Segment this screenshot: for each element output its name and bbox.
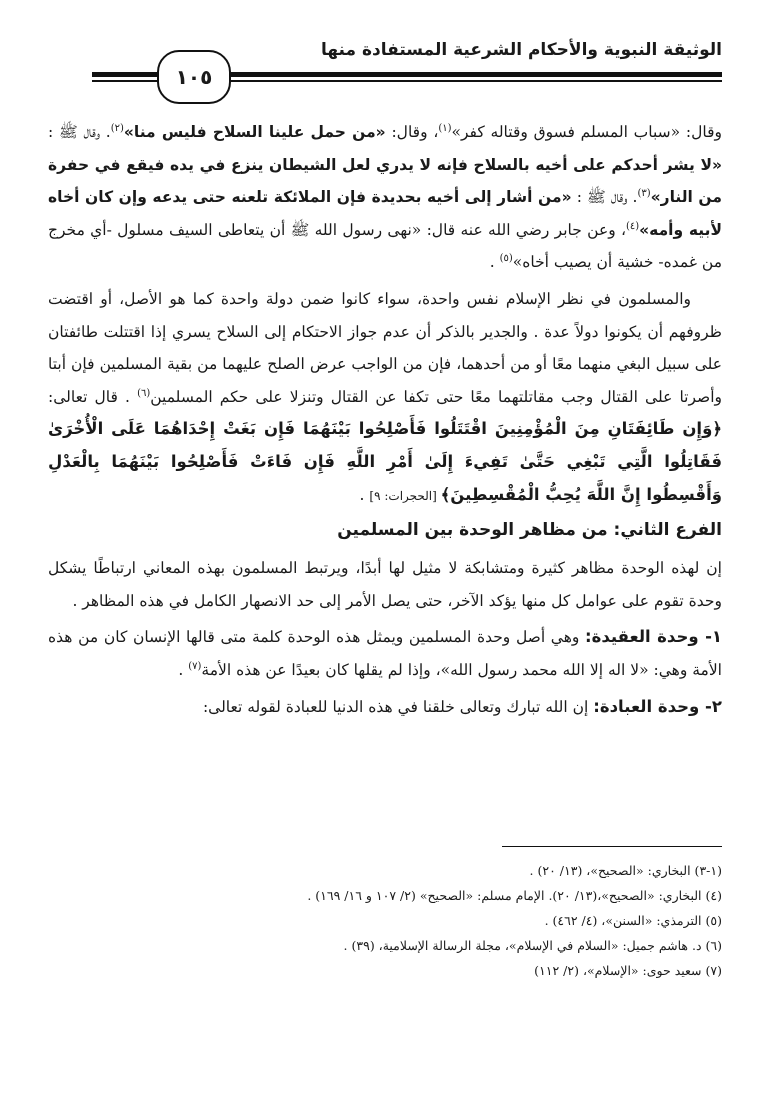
footnote-ref: (٥) bbox=[499, 253, 513, 265]
section-heading: الفرع الثاني: من مظاهر الوحدة بين المسلمين bbox=[337, 520, 722, 541]
footnote-rule bbox=[502, 846, 722, 847]
footnote-ref: (٣) bbox=[637, 188, 651, 200]
page-number: ١٠٥ bbox=[157, 50, 231, 104]
footnote: (٥) الترمذي: «السنن»، (٤/ ٤٦٢) . bbox=[544, 913, 722, 928]
paragraph-unity: والمسلمون في نظر الإسلام نفس واحدة، سواء كانوا ضمن دولة واحدة كما هو الأصل، أو اقتضت ظروفهم أن يكونوا دولاً عدة . والجدير بالذكر أن عدم جواز الاحتكام إلى السلاح يسري إذا اقتتلت طائفتان على سبيل البغي منهما معًا أو من أحدهما، فإن من الواجب عرض الصلح عليهما من بقية المسلمين فإن أبتا وأصرتا على القتال وجب مقاتلتهما معًا حتى تكفا عن القتال وتنزلا على حكم المسلمين$^{(٦)}$ . قال تعالى: ﴿وَإِن طَائِفَتَانِ مِنَ الْمُؤْمِنِينَ اقْتَتَلُوا فَأَصْلِحُوا بَيْنَهُمَا فَإِن بَغَتْ إِحْدَاهُمَا عَلَى الْأُخْرَىٰ فَقَاتِلُوا الَّتِي تَبْغِي حَتَّىٰ تَفِيءَ إِلَىٰ أَمْرِ اللَّهِ فَإِن فَاءَتْ فَأَصْلِحُوا بَيْنَهُمَا بِالْعَدْلِ وَأَقْسِطُوا إِنَّ اللَّهَ يُحِبُّ الْمُقْسِطِينَ﴾ [الحجرات: ٩] . bbox=[48, 289, 722, 504]
hadith-text: «لا يشر أحدكم على أخيه بالسلاح فإنه لا يدري لعل الشيطان ينزع في يده فيقع في حفرة من النار» bbox=[48, 155, 722, 207]
footnote: (٧) سعيد حوى: «الإسلام»، (٢/ ١١٢) bbox=[534, 963, 722, 978]
item-label: ١- وحدة العقيدة: bbox=[585, 627, 722, 647]
hadith-text: «من حمل علينا السلاح فليس منا» bbox=[123, 123, 386, 141]
paragraph-hadiths: وقال: «سباب المسلم فسوق وقتاله كفر»$^{(١)}$، وقال: «من حمل علينا السلاح فليس منا»$^{(٢)}$. وقال ﷺ : «لا يشر أحدكم على أخيه بالسلاح فإنه لا يدري لعل الشيطان ينزع في يده فيقع في حفرة من النار»$^{(٣)}$. وقال ﷺ : «من أشار إلى أخيه بحديدة فإن الملائكة تلعنه حتى يدعه وإن كان أخاه لأبيه وأمه»$^{(٤)}$، وعن جابر رضي الله عنه قال: «نهى رسول الله ﷺ أن يتعاطى السيف مسلول -أي مخرج من غمده- خشية أن يصيب أخاه»$^{(٥)}$ . bbox=[48, 122, 722, 272]
footnote: (١-٣) البخاري: «الصحيح»، (١٣/ ٢٠) . bbox=[529, 863, 722, 878]
list-item-creed: ١- وحدة العقيدة: وهي أصل وحدة المسلمين ويمثل هذه الوحدة كلمة متى قالها الإنسان كان من هذه الأمة وهي: «لا اله إلا الله محمد رسول الله»، وإذا لم يقلها كان بعيدًا عن هذه الأمة$^{(٧)}$ . bbox=[48, 627, 722, 679]
quran-verse: ﴿وَإِن طَائِفَتَانِ مِنَ الْمُؤْمِنِينَ اقْتَتَلُوا فَأَصْلِحُوا بَيْنَهُمَا فَإِن بَغَتْ إِحْدَاهُمَا عَلَى الْأُخْرَىٰ فَقَاتِلُوا الَّتِي تَبْغِي حَتَّىٰ تَفِيءَ إِلَىٰ أَمْرِ اللَّهِ فَإِن فَاءَتْ فَأَصْلِحُوا بَيْنَهُمَا بِالْعَدْلِ وَأَقْسِطُوا إِنَّ اللَّهَ يُحِبُّ الْمُقْسِطِينَ﴾ bbox=[48, 419, 722, 504]
footnote-ref: (١) bbox=[438, 122, 452, 134]
footnote-ref: (٦) bbox=[137, 387, 151, 399]
verse-reference: [الحجرات: ٩] bbox=[369, 488, 441, 503]
hadith-text: «من أشار إلى أخيه بحديدة فإن الملائكة تلعنه حتى يدعه وإن كان أخاه لأبيه وأمه» bbox=[48, 188, 722, 239]
footnotes bbox=[48, 858, 722, 983]
footnote-ref: (٧) bbox=[188, 660, 202, 672]
paragraph-aspects: إن لهذه الوحدة مظاهر كثيرة ومتشابكة لا مثيل لها أبدًا، ويرتبط المسلمون بهذه المعاني ارتباطًا يشكل وحدة تقوم على عوامل كل منها يؤكد الآخر، حتى يصل الأمر إلى حد الانصهار الكامل في هذه المظاهر . bbox=[48, 559, 722, 610]
running-title: الوثيقة النبوية والأحكام الشرعية المستفادة منها bbox=[320, 40, 722, 60]
page-body bbox=[48, 116, 722, 723]
footnote: (٦) د. هاشم جميل: «السلام في الإسلام»، مجلة الرسالة الإسلامية، (٣٩) . bbox=[343, 938, 722, 953]
footnote-ref: (٢) bbox=[110, 122, 124, 134]
footnote: (٤) البخاري: «الصحيح»،(١٣/ ٢٠). الإمام مسلم: «الصحيح» (٢/ ١٠٧ و ١٦/ ١٦٩) . bbox=[307, 888, 722, 903]
footnote-ref: (٤) bbox=[625, 220, 640, 232]
list-item-worship: ٢- وحدة العبادة: إن الله تبارك وتعالى خلقنا في هذه الدنيا للعبادة لقوله تعالى: bbox=[202, 696, 722, 716]
item-label: ٢- وحدة العبادة: bbox=[593, 696, 722, 716]
